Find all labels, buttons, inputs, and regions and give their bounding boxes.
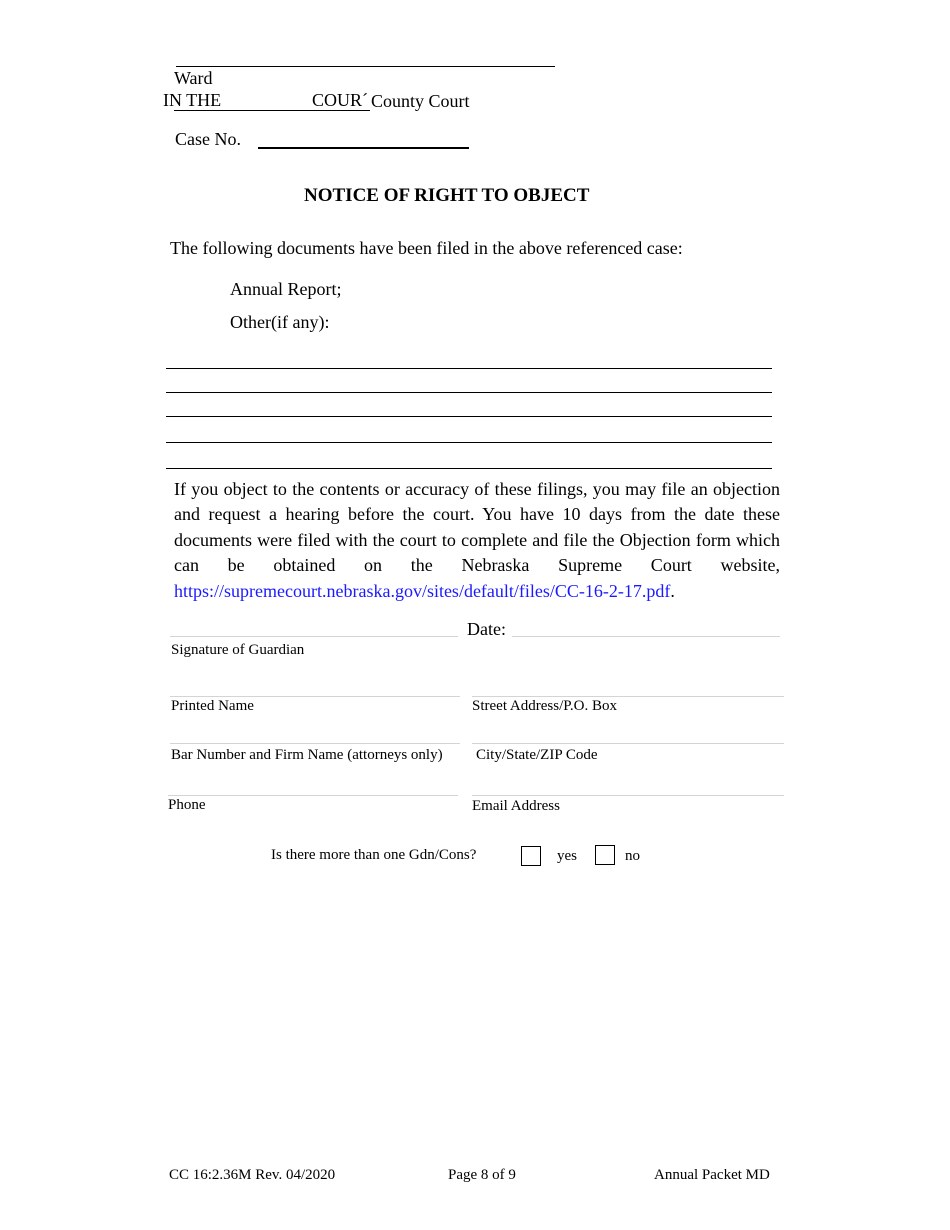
- bar-number-label: Bar Number and Firm Name (attorneys only): [171, 747, 443, 763]
- phone-label: Phone: [168, 797, 206, 813]
- other-documents-line-2[interactable]: [166, 392, 772, 393]
- other-documents-label: Other(if any):: [230, 312, 330, 332]
- other-documents-line-3[interactable]: [166, 416, 772, 417]
- no-checkbox[interactable]: [595, 845, 615, 865]
- footer-page-number: Page 8 of 9: [448, 1167, 516, 1183]
- notice-text: If you object to the contents or accuracy of these filings, you may file an objection and request a hearing before the court. You have 10 days from the date these documents were filed with the court to complete and file the Objection form which can be obtained on the Nebraska Supreme Court website,: [174, 479, 780, 576]
- court-field-value[interactable]: COUR´: [312, 90, 369, 110]
- signature-field[interactable]: [170, 636, 458, 637]
- page-title: NOTICE OF RIGHT TO OBJECT: [304, 185, 590, 206]
- county-court-label: County Court: [371, 91, 470, 111]
- bar-number-field[interactable]: [170, 743, 460, 744]
- case-no-field[interactable]: [258, 147, 469, 149]
- no-label: no: [625, 848, 640, 864]
- annual-report-item: Annual Report;: [230, 279, 342, 299]
- city-state-zip-label: City/State/ZIP Code: [476, 747, 598, 763]
- ward-label: Ward: [174, 68, 213, 88]
- printed-name-label: Printed Name: [171, 698, 254, 714]
- other-documents-line-1[interactable]: [166, 368, 772, 369]
- in-the-label: IN THE: [163, 90, 222, 110]
- yes-checkbox[interactable]: [521, 846, 541, 866]
- printed-name-field[interactable]: [170, 696, 460, 697]
- multiple-guardian-question: Is there more than one Gdn/Cons?: [271, 847, 477, 863]
- notice-paragraph: [174, 477, 780, 604]
- email-field[interactable]: [472, 795, 784, 796]
- email-label: Email Address: [472, 798, 560, 814]
- notice-end: .: [670, 580, 675, 601]
- signature-label: Signature of Guardian: [171, 642, 305, 658]
- phone-field[interactable]: [168, 795, 458, 796]
- date-field[interactable]: [512, 636, 780, 637]
- street-address-label: Street Address/P.O. Box: [472, 698, 618, 714]
- ward-name-line[interactable]: [176, 66, 555, 67]
- case-no-label: Case No.: [175, 129, 241, 149]
- other-documents-line-4[interactable]: [166, 442, 772, 443]
- street-address-field[interactable]: [472, 696, 784, 697]
- footer-packet-name: Annual Packet MD: [654, 1167, 770, 1183]
- objection-form-link[interactable]: https://supremecourt.nebraska.gov/sites/default/files/CC-16-2-17.pdf: [174, 580, 671, 601]
- yes-label: yes: [557, 848, 577, 864]
- other-documents-line-5[interactable]: [166, 468, 772, 469]
- intro-text: The following documents have been filed in the above referenced case:: [170, 238, 683, 258]
- city-state-zip-field[interactable]: [472, 743, 784, 744]
- footer-form-code: CC 16:2.36M Rev. 04/2020: [169, 1167, 336, 1183]
- date-label: Date:: [467, 619, 506, 639]
